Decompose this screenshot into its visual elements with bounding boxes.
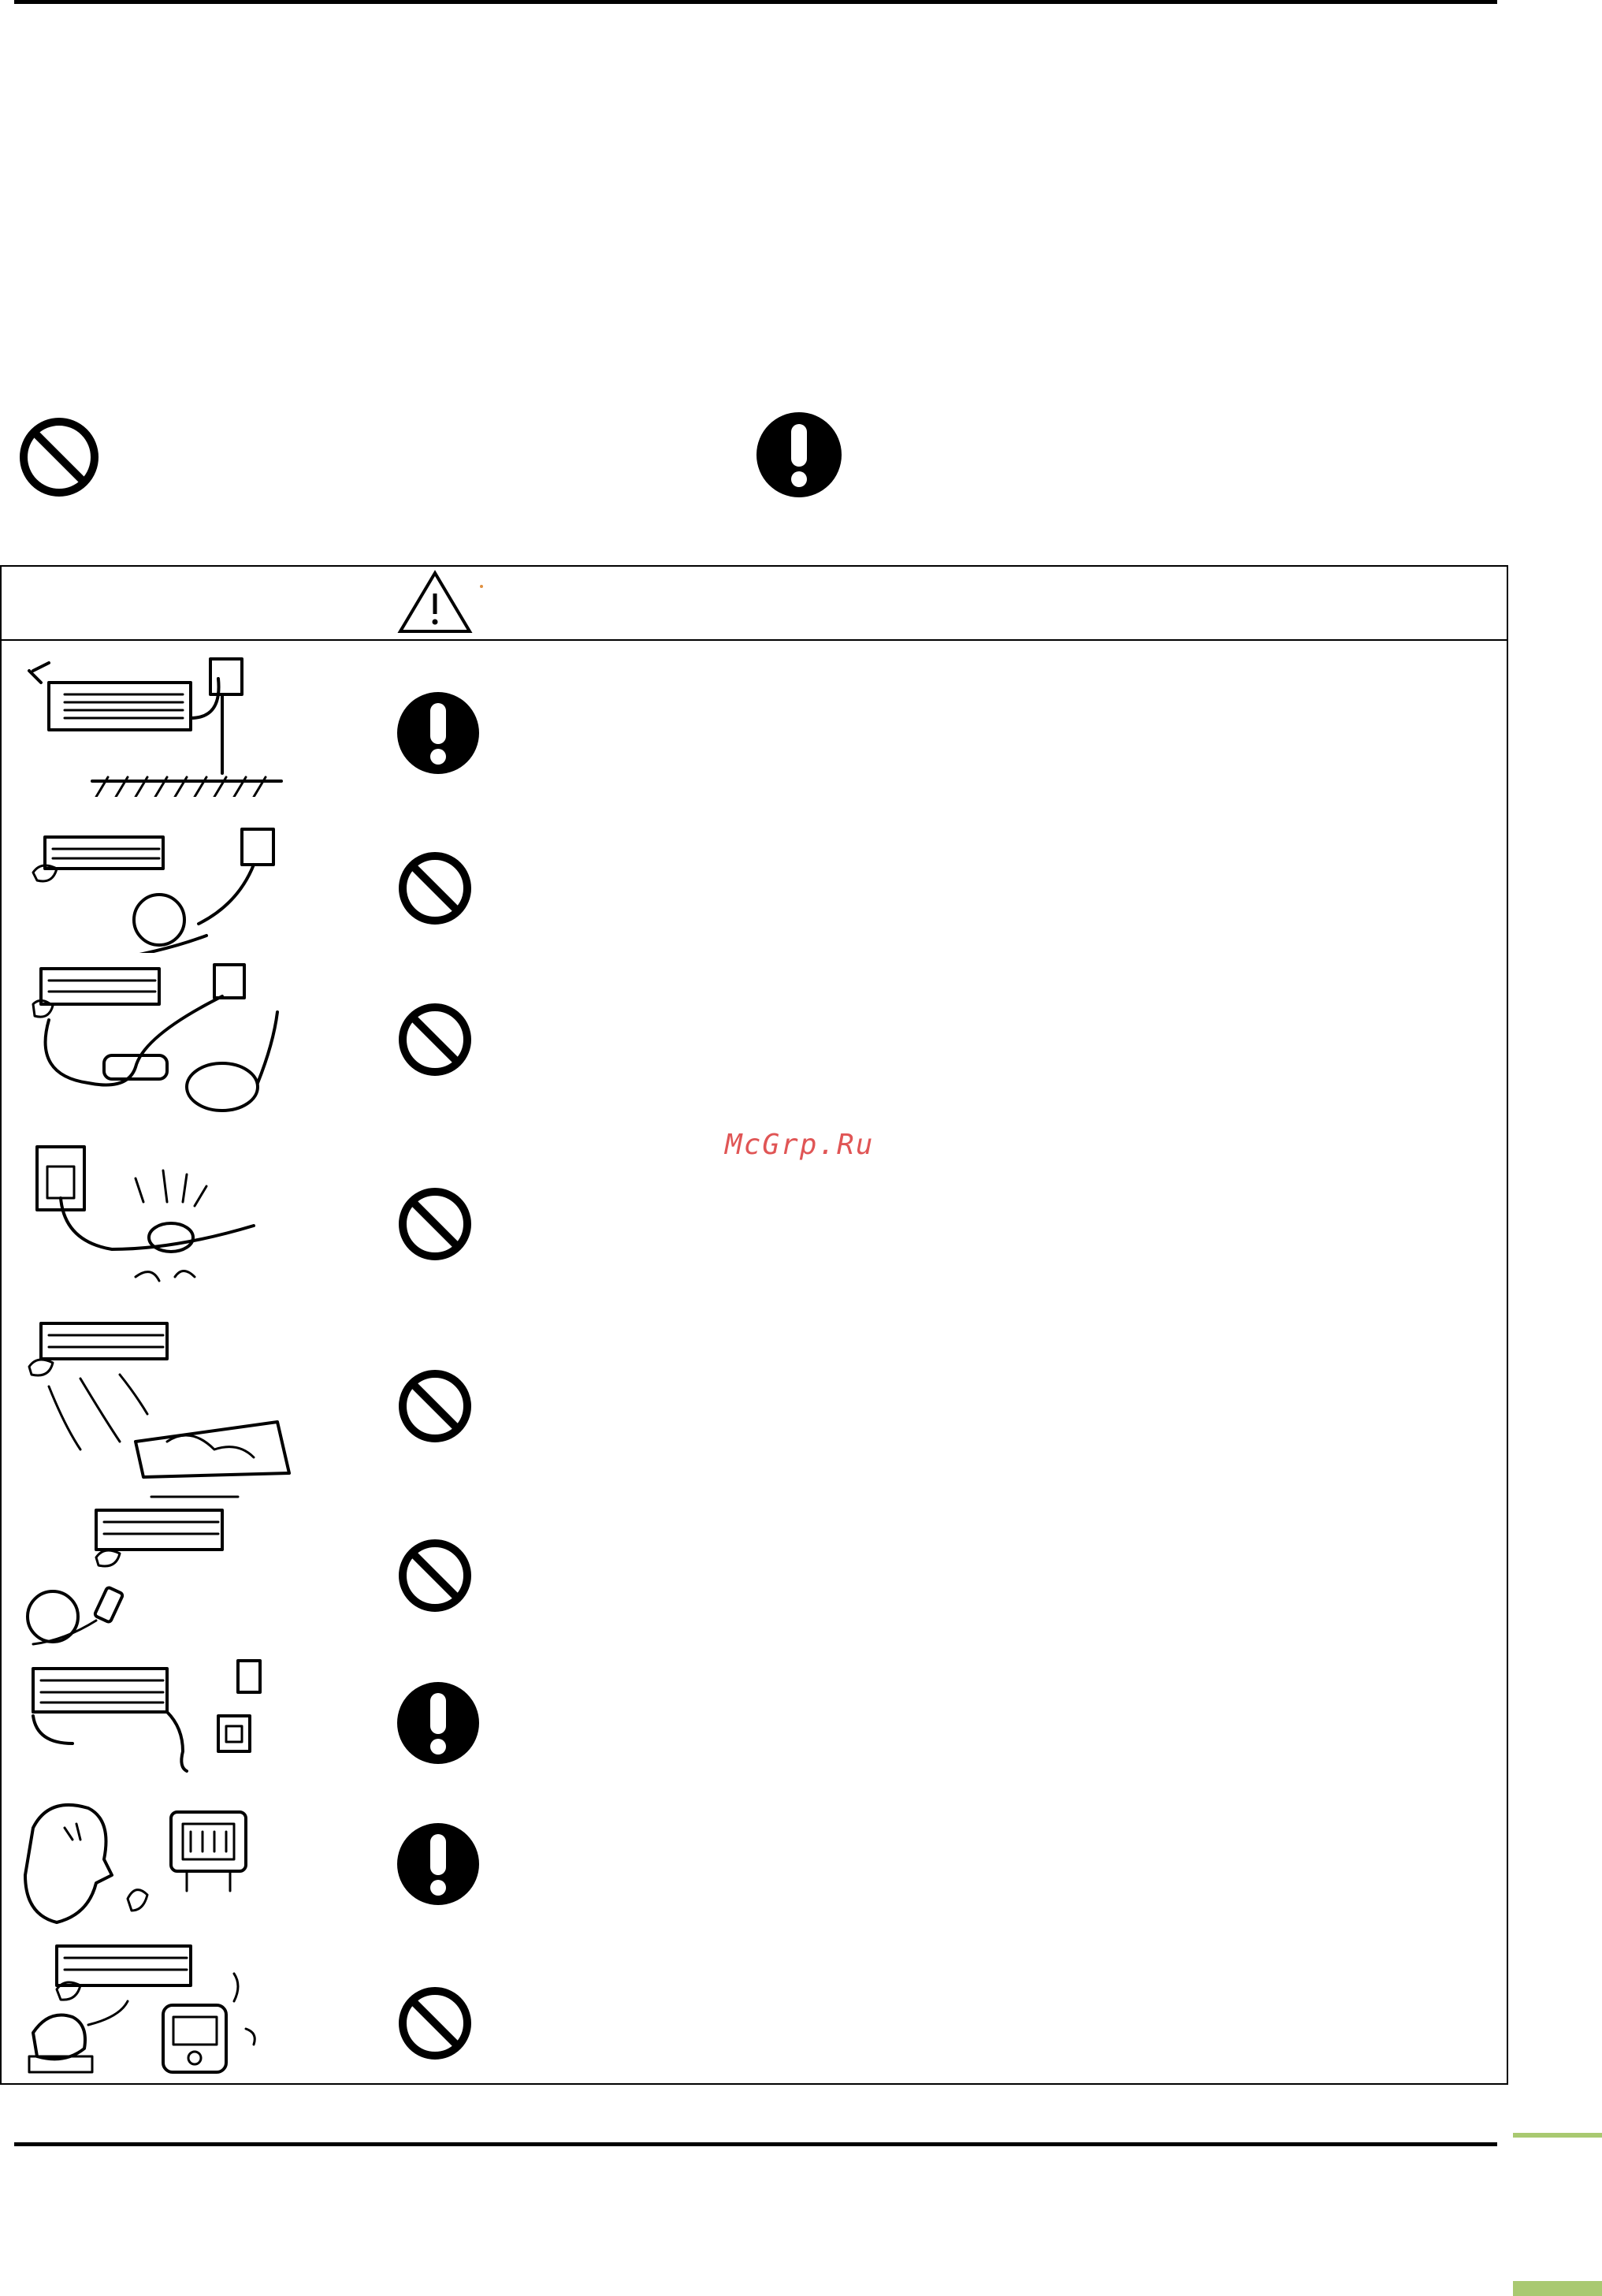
breaker-check-illustration	[17, 1796, 285, 1937]
bottom-rule	[14, 2142, 1497, 2146]
prohibition-icon	[396, 1984, 474, 2066]
warning-row-6	[2, 1490, 1507, 1648]
heater-near-ac-illustration	[17, 1938, 285, 2083]
warning-row-9	[2, 1938, 1507, 2080]
unplug-illustration	[17, 1657, 285, 1790]
warning-triangle-icon	[396, 567, 474, 641]
damaged-cord-illustration	[17, 1131, 285, 1300]
warning-row-5	[2, 1308, 1507, 1489]
warning-table-header	[2, 567, 1507, 641]
mandatory-icon	[396, 690, 481, 779]
legend-prohibition-icon	[16, 414, 102, 504]
header-mark	[480, 585, 483, 588]
child-remote-illustration	[17, 1490, 285, 1651]
ac-grounding-illustration	[17, 647, 285, 800]
direct-airflow-sleeper-illustration	[17, 1308, 301, 1492]
page-tab-accent-line	[1513, 2133, 1602, 2138]
extension-cord-illustration	[17, 957, 285, 1126]
mandatory-icon	[396, 1680, 481, 1769]
warning-row-2	[2, 817, 1507, 953]
prohibition-icon	[396, 1536, 474, 1618]
warning-row-1	[2, 647, 1507, 797]
legend-mandatory-icon	[754, 410, 845, 504]
warning-row-8	[2, 1796, 1507, 1934]
warning-row-7	[2, 1657, 1507, 1787]
page-tab	[1513, 2281, 1602, 2296]
mandatory-icon	[396, 1822, 481, 1910]
child-plug-illustration	[17, 817, 285, 956]
prohibition-icon	[396, 849, 474, 931]
prohibition-icon	[396, 1367, 474, 1449]
watermark: McGrp.Ru	[725, 1129, 875, 1161]
warning-row-3	[2, 957, 1507, 1122]
top-rule	[14, 0, 1497, 4]
warning-table	[0, 565, 1508, 2085]
prohibition-icon	[396, 1185, 474, 1267]
prohibition-icon	[396, 1000, 474, 1082]
